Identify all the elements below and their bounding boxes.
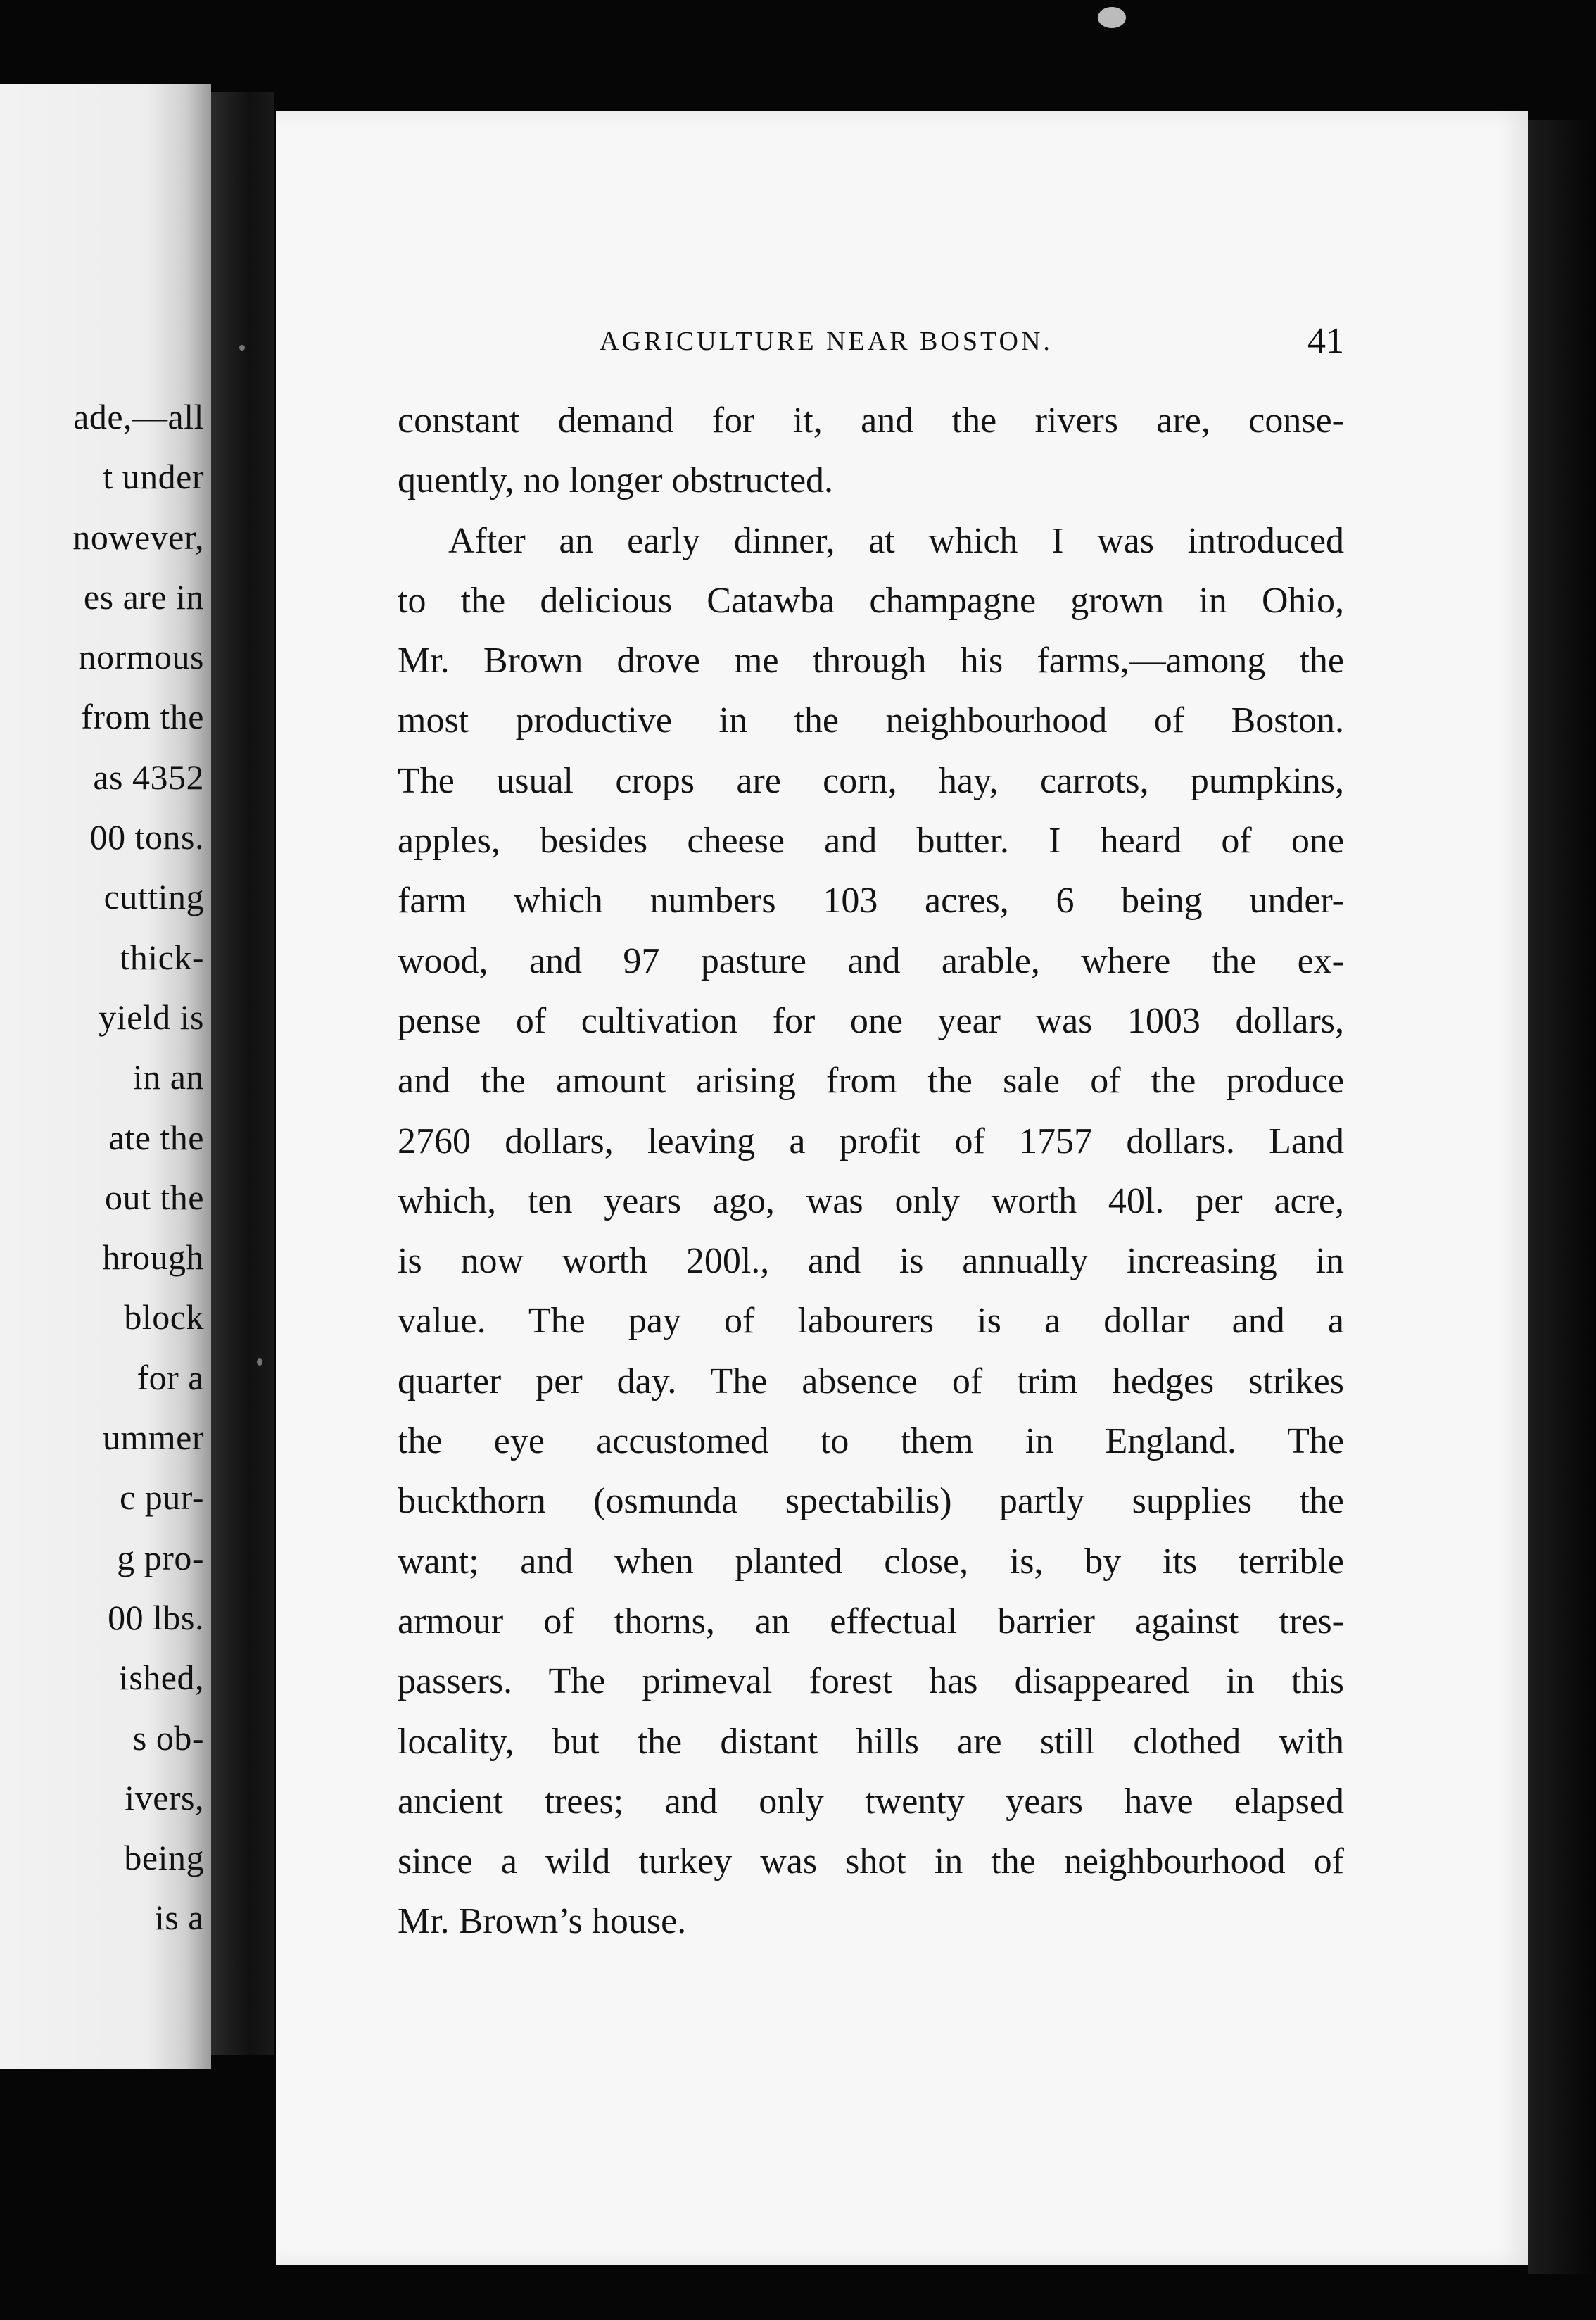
text-line: block — [124, 1297, 204, 1337]
text-line: c pur- — [120, 1477, 204, 1518]
text-line: most productive in the neighbourhood of Boston. — [398, 700, 1344, 741]
text-line: s ob- — [132, 1717, 204, 1758]
text-line: wood, and 97 pasture and arable, where the ex- — [398, 940, 1344, 981]
text-line: the eye accustomed to them in England. The — [398, 1421, 1344, 1462]
text-line: pense of cultivation for one year was 1003 dollars, — [398, 1000, 1344, 1041]
text-line: cutting — [103, 877, 204, 917]
text-line: being — [124, 1838, 204, 1878]
left-page-text — [0, 387, 204, 1948]
text-line: quarter per day. The absence of trim hedges strikes — [398, 1361, 1344, 1401]
text-line: out the — [105, 1177, 204, 1217]
running-head: AGRICULTURE NEAR BOSTON. — [600, 327, 1053, 356]
body-text — [398, 391, 1344, 1952]
text-line: ivers, — [125, 1777, 204, 1817]
text-line: for a — [137, 1357, 204, 1397]
text-line: ummer — [102, 1418, 204, 1458]
text-line: Mr. Brown’s house. — [398, 1901, 687, 1942]
text-line: from the — [81, 697, 204, 737]
text-line: to the delicious Catawba champagne grown in Ohio, — [398, 580, 1344, 621]
text-line: as 4352 — [93, 757, 204, 797]
text-line: g pro- — [117, 1537, 204, 1577]
dust-speck — [239, 345, 245, 351]
text-line: ate the — [108, 1117, 204, 1157]
text-line: normous — [78, 637, 204, 677]
text-line: locality, but the distant hills are still clothed with — [398, 1721, 1344, 1762]
text-line: 00 lbs. — [108, 1597, 204, 1637]
text-line: thick- — [120, 937, 204, 977]
text-line: es are in — [83, 576, 204, 617]
text-line: quently, no longer obstructed. — [398, 460, 834, 501]
text-line: Mr. Brown drove me through his farms,—among the — [398, 641, 1344, 681]
text-line: passers. The primeval forest has disappeared in this — [398, 1661, 1344, 1702]
text-line: which, ten years ago, was only worth 40l. per acre, — [398, 1180, 1344, 1221]
text-line: and the amount arising from the sale of the produce — [398, 1061, 1344, 1102]
text-line: hrough — [102, 1237, 204, 1278]
left-facing-page — [0, 84, 211, 2069]
text-line: is now worth 200l., and is annually increasing in — [398, 1241, 1344, 1282]
text-line: farm which numbers 103 acres, 6 being under- — [398, 881, 1344, 921]
text-line: since a wild turkey was shot in the neighbourhood of — [398, 1841, 1344, 1882]
text-line: yield is — [99, 997, 204, 1037]
text-line: armour of thorns, an effectual barrier against tres- — [398, 1601, 1344, 1641]
text-line: buckthorn (osmunda spectabilis) partly supplies the — [398, 1481, 1344, 1522]
text-line: The usual crops are corn, hay, carrots, pumpkins, — [398, 760, 1344, 801]
page-number: 41 — [1307, 321, 1344, 361]
page-edge-shadow — [1528, 120, 1596, 2274]
text-line: want; and when planted close, is, by its terrible — [398, 1541, 1344, 1582]
page-header — [324, 320, 1344, 362]
text-line: t under — [103, 457, 204, 497]
book-gutter — [211, 92, 274, 2055]
text-line: is a — [154, 1898, 204, 1938]
text-line: 00 tons. — [89, 817, 204, 857]
text-line: value. The pay of labourers is a dollar and a — [398, 1301, 1344, 1342]
dust-speck — [1098, 7, 1126, 28]
text-line: in an — [132, 1057, 204, 1097]
dust-speck — [257, 1358, 262, 1366]
text-line: nowever, — [72, 517, 204, 557]
text-line: 2760 dollars, leaving a profit of 1757 dollars. Land — [398, 1121, 1344, 1161]
text-line: After an early dinner, at which I was introduced — [448, 520, 1344, 561]
text-line: ancient trees; and only twenty years have elapsed — [398, 1781, 1344, 1822]
text-line: ished, — [118, 1658, 204, 1698]
text-line: constant demand for it, and the rivers are, conse- — [398, 401, 1344, 441]
text-line: apples, besides cheese and butter. I heard of one — [398, 821, 1344, 862]
text-line: ade,—all — [73, 397, 204, 436]
